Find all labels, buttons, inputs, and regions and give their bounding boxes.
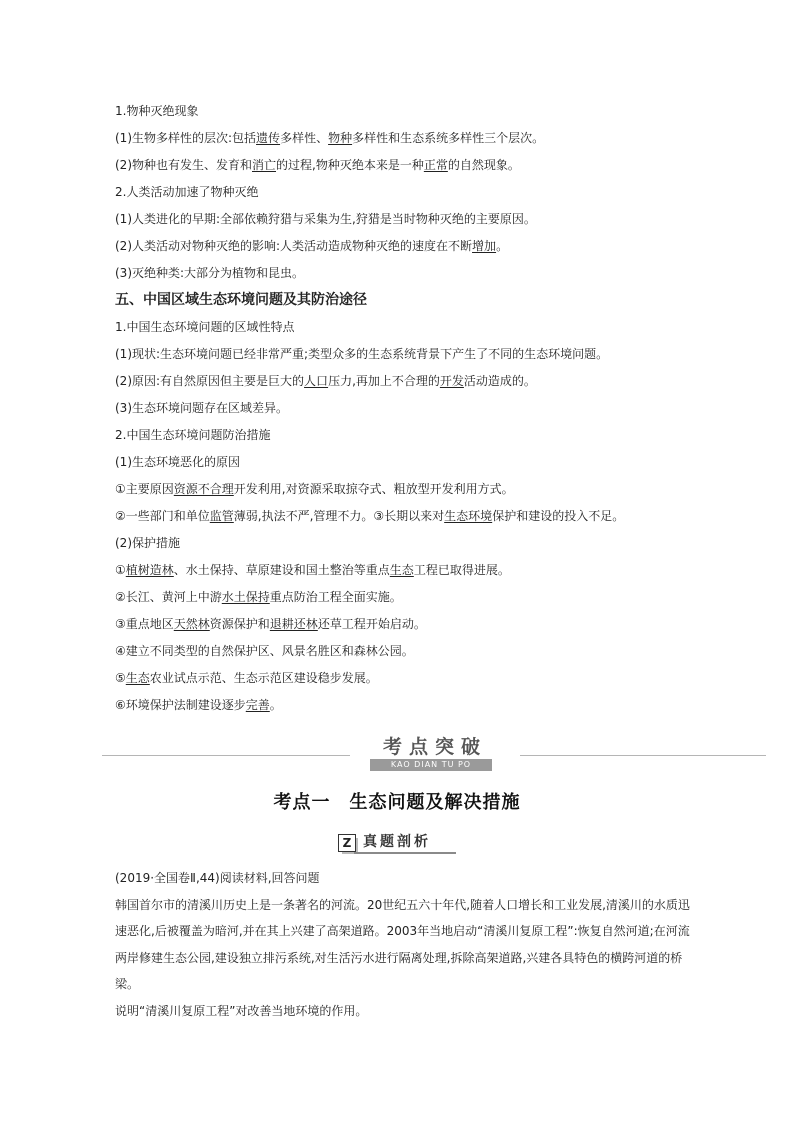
text-span: 、水土保持、草原建设和国土整治等重点 — [173, 563, 390, 577]
content-line — [115, 557, 695, 584]
underlined-keyword: 生态环境 — [444, 509, 493, 523]
text-span: 薄弱,执法不严,管理不力。③长期以来对 — [233, 509, 445, 523]
text-span: 多样性、 — [280, 131, 329, 145]
text-span: ①主要原因 — [115, 482, 174, 496]
underlined-keyword: 天然林 — [173, 617, 210, 631]
text-span: ① — [115, 563, 126, 577]
knowledge-content — [115, 98, 695, 719]
content-line — [115, 665, 695, 692]
content-line: (1)现状:生态环境问题已经非常严重;类型众多的生态系统背景下产生了不同的生态环境问题。 — [115, 347, 609, 361]
text-span: 还草工程开始启动。 — [317, 617, 426, 631]
text-span: ②长江、黄河上中游 — [115, 590, 222, 604]
section-title: 考点一 生态问题及解决措施 — [273, 792, 521, 813]
text-span: 的自然现象。 — [447, 158, 520, 172]
underlined-keyword: 退耕还林 — [269, 617, 318, 631]
content-line: 1.中国生态环境问题的区域性特点 — [115, 320, 295, 334]
content-line — [115, 692, 695, 719]
text-span: 。 — [269, 698, 282, 712]
z-letter-icon: Z — [338, 834, 356, 852]
badge-underline — [354, 852, 456, 854]
content-line — [115, 476, 695, 503]
underlined-keyword: 正常 — [423, 158, 448, 172]
underlined-keyword: 资源不合理 — [173, 482, 234, 496]
content-line — [115, 503, 695, 530]
underlined-keyword: 生态 — [389, 563, 414, 577]
text-span: 重点防治工程全面实施。 — [269, 590, 402, 604]
content-line — [115, 125, 695, 152]
kaodian-tupo-banner — [0, 728, 794, 778]
text-span: ②一些部门和单位 — [115, 509, 210, 523]
section-heading: 五、中国区域生态环境问题及其防治途径 — [115, 292, 367, 308]
content-line — [115, 233, 695, 260]
content-line: (2)保护措施 — [115, 536, 180, 550]
text-span: (2)原因:有自然原因但主要是巨大的 — [115, 374, 305, 388]
content-line — [115, 152, 695, 179]
text-span: (1)生物多样性的层次:包括 — [115, 131, 257, 145]
question-block — [115, 865, 695, 1024]
text-span: 开发利用,对资源采取掠夺式、粗放型开发利用方式。 — [233, 482, 514, 496]
content-line: ④建立不同类型的自然保护区、风景名胜区和森林公园。 — [115, 644, 414, 658]
underlined-keyword: 增加 — [472, 239, 497, 253]
content-line: 2.中国生态环境问题防治措施 — [115, 428, 271, 442]
content-line — [115, 611, 695, 638]
text-span: 的过程,物种灭绝本来是一种 — [276, 158, 424, 172]
question-prompt: 说明“清溪川复原工程”对改善当地环境的作用。 — [115, 1003, 368, 1018]
text-span: ③重点地区 — [115, 617, 174, 631]
badge-label: 真题剖析 — [363, 834, 431, 850]
content-line: (3)灭绝种类:大部分为植物和昆虫。 — [115, 266, 305, 280]
text-span: 多样性和生态系统多样性三个层次。 — [352, 131, 545, 145]
banner-right-rule — [520, 755, 766, 756]
underlined-keyword: 水土保持 — [221, 590, 270, 604]
text-span: ⑥环境保护法制建设逐步 — [115, 698, 246, 712]
content-line: (1)生态环境恶化的原因 — [115, 455, 240, 469]
content-line — [115, 584, 695, 611]
underlined-keyword: 监管 — [209, 509, 234, 523]
underlined-keyword: 生态 — [125, 671, 150, 685]
text-span: (2)物种也有发生、发育和 — [115, 158, 252, 172]
content-line — [115, 368, 695, 395]
question-material: 韩国首尔市的清溪川历史上是一条著名的河流。20世纪五六十年代,随着人口增长和工业发展,清溪川的水质迅速恶化,后被覆盖为暗河,并在其上兴建了高架道路。2003年当地启动“清溪川复原工程”:恢复自然河道;在河流两岸修建生态公园,建设独立排污系统,对生活污水进行隔离处理,拆除高架道路,兴建各具特色的横跨河道的桥梁。 — [115, 897, 690, 991]
text-span: (2)人类活动对物种灭绝的影响:人类活动造成物种灭绝的速度在不断 — [115, 239, 473, 253]
question-source: (2019·全国卷Ⅱ,44)阅读材料,回答问题 — [115, 871, 320, 885]
content-line: 2.人类活动加速了物种灭绝 — [115, 185, 259, 199]
text-span: ⑤ — [115, 671, 126, 685]
banner-subtitle: KAO DIAN TU PO — [370, 759, 492, 771]
underlined-keyword: 完善 — [245, 698, 270, 712]
text-span: 农业试点示范、生态示范区建设稳步发展。 — [149, 671, 378, 685]
text-span: 工程已取得进展。 — [413, 563, 510, 577]
banner-title: 考点突破 — [382, 736, 487, 758]
underlined-keyword: 植树造林 — [125, 563, 174, 577]
text-span: 资源保护和 — [209, 617, 270, 631]
text-span: 。 — [496, 239, 509, 253]
content-line: (1)人类进化的早期:全部依赖狩猎与采集为生,狩猎是当时物种灭绝的主要原因。 — [115, 212, 536, 226]
underlined-keyword: 开发 — [439, 374, 464, 388]
underlined-keyword: 遗传 — [256, 131, 281, 145]
text-span: 保护和建设的投入不足。 — [492, 509, 625, 523]
text-span: 压力,再加上不合理的 — [328, 374, 440, 388]
text-span: 活动造成的。 — [463, 374, 536, 388]
underlined-keyword: 人口 — [304, 374, 329, 388]
content-line: (3)生态环境问题存在区域差异。 — [115, 401, 288, 415]
underlined-keyword: 消亡 — [252, 158, 277, 172]
content-line: 1.物种灭绝现象 — [115, 104, 199, 118]
banner-left-rule — [102, 755, 350, 756]
underlined-keyword: 物种 — [328, 131, 353, 145]
